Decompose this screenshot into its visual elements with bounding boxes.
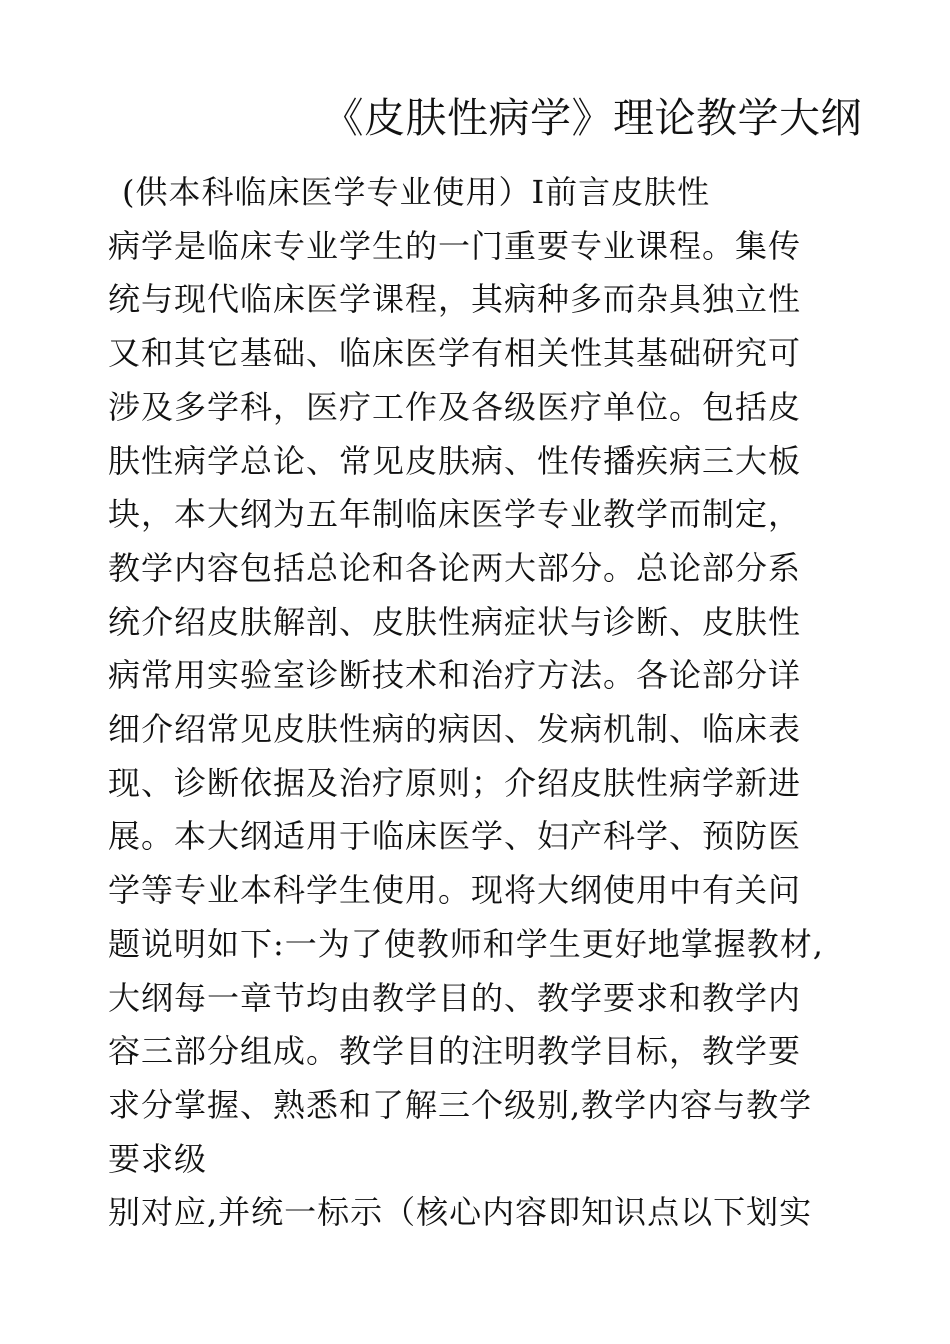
body-line: 教学内容包括总论和各论两大部分。总论部分系: [108, 548, 802, 587]
body-line: 现、诊断依据及治疗原则；介绍皮肤性病学新进: [108, 763, 802, 802]
body-line: 要求级: [108, 1139, 208, 1178]
body-line: 细介绍常见皮肤性病的病因、发病机制、临床表: [108, 710, 802, 749]
document-body: [108, 166, 868, 1240]
body-line: 大纲每一章节均由教学目的、教学要求和教学内: [108, 978, 802, 1017]
body-line: 求分掌握、熟悉和了解三个级别,教学内容与教学: [108, 1085, 813, 1124]
body-line: 块，本大纲为五年制临床医学专业教学而制定，: [108, 495, 802, 534]
body-line: 肤性病学总论、常见皮肤病、性传播疾病三大板: [108, 441, 802, 480]
body-line: 展。本大纲适用于临床医学、妇产科学、预防医: [108, 817, 802, 856]
body-line: 涉及多学科，医疗工作及各级医疗单位。包括皮: [108, 387, 802, 426]
body-line: 病学是临床专业学生的一门重要专业课程。集传: [108, 226, 802, 265]
body-line: 统介绍皮肤解剖、皮肤性病症状与诊断、皮肤性: [108, 602, 802, 641]
body-line: 容三部分组成。教学目的注明教学目标，教学要: [108, 1032, 802, 1071]
body-line: 学等专业本科学生使用。现将大纲使用中有关问: [108, 871, 802, 910]
document-title: 《皮肤性病学》理论教学大纲: [322, 94, 862, 142]
body-line: 又和其它基础、临床医学有相关性其基础研究可: [108, 334, 802, 373]
body-line: (供本科临床医学专业使用）Ⅰ前言皮肤性: [122, 173, 711, 211]
body-line: 病常用实验室诊断技术和治疗方法。各论部分详: [108, 656, 802, 695]
body-line: 题说明如下:一为了使教师和学生更好地掌握教材,: [108, 924, 824, 963]
body-line: 统与现代临床医学课程，其病种多而杂具独立性: [108, 280, 802, 319]
body-line: 别对应,并统一标示（核心内容即知识点以下划实: [108, 1193, 813, 1232]
